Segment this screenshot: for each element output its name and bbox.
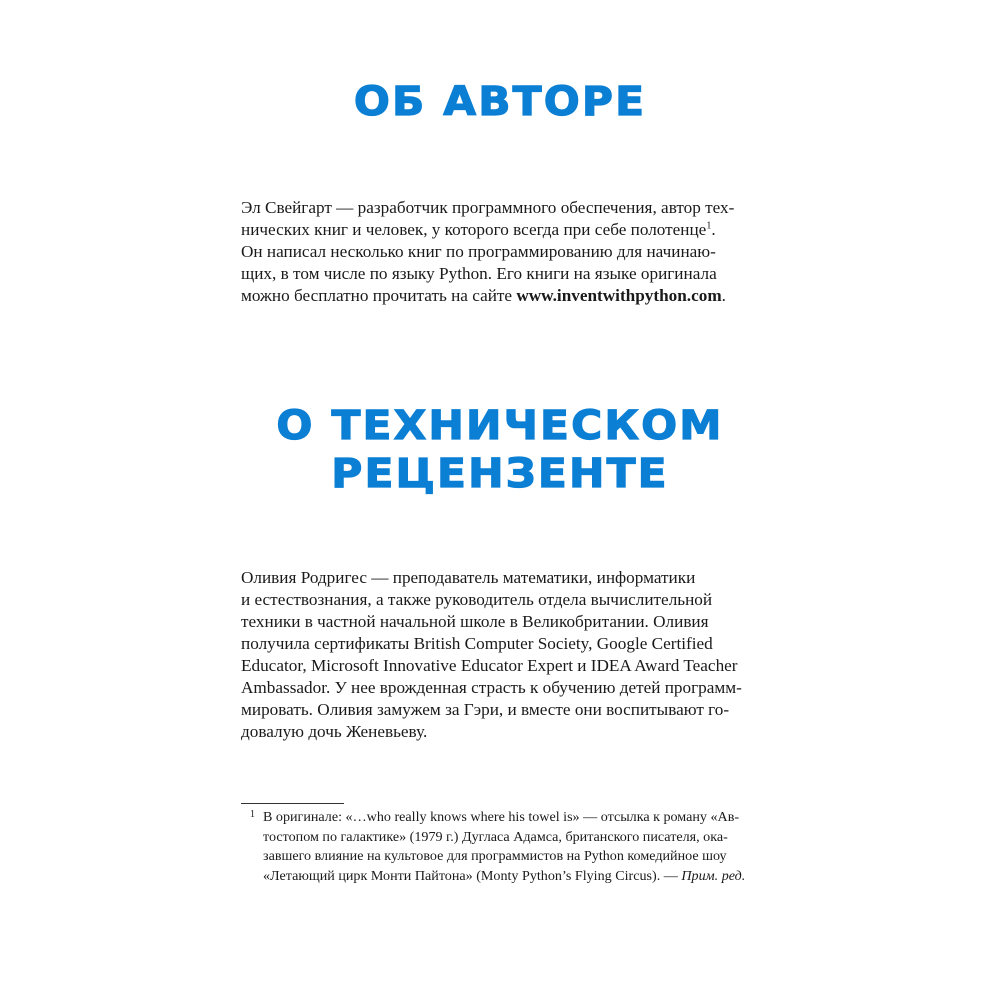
reviewer-line-7: мировать. Оливия замужем за Гэри, и вместе они воспитывают го-	[241, 700, 730, 719]
footnote-reference[interactable]: 1	[706, 220, 712, 232]
footnote-number: 1	[250, 809, 255, 820]
author-line-5-end: .	[721, 286, 726, 305]
footnote-line-1: В оригинале: «…who really knows where his towel is» — отсылка к роману «Ав-	[263, 809, 740, 825]
author-line-5	[241, 285, 741, 307]
reviewer-line-1: Оливия Родригес — преподаватель математики, информатики	[241, 568, 696, 587]
reviewer-line-3: техники в частной начальной школе в Великобритании. Оливия	[241, 612, 709, 631]
reviewer-heading	[0, 402, 1000, 498]
reviewer-heading-line-1: О ТЕХНИЧЕСКОМ	[276, 403, 724, 449]
reviewer-line-2: и естествознания, а также руководитель отдела вычислительной	[241, 590, 713, 609]
footnote-line-4	[241, 867, 746, 887]
author-line-4: щих, в том числе по языку Python. Его книги на языке оригинала	[241, 264, 717, 283]
author-line-2-end: .	[711, 220, 716, 239]
reviewer-line-8: довалую дочь Женевьеву.	[241, 722, 428, 741]
author-line-3: Он написал несколько книг по программированию для начинаю-	[241, 242, 716, 261]
author-line-2-text: нических книг и человек, у которого всегда при себе полотенце	[241, 220, 707, 239]
author-line-5-text: можно бесплатно прочитать на сайте	[241, 286, 517, 305]
reviewer-paragraph	[241, 567, 741, 743]
footnote-divider	[241, 803, 344, 804]
footnote	[241, 808, 746, 886]
reviewer-line-5: Educator, Microsoft Innovative Educator Expert и IDEA Award Teacher	[241, 656, 738, 675]
author-heading: ОБ АВТОРЕ	[353, 79, 647, 125]
author-paragraph	[241, 197, 741, 307]
reviewer-heading-line-2: РЕЦЕНЗЕНТЕ	[331, 451, 669, 497]
author-line-2	[241, 219, 741, 241]
footnote-line-3: завшего влияние на культовое для программистов на Python комедийное шоу	[263, 848, 727, 864]
reviewer-line-6: Ambassador. У нее врожденная страсть к обучению детей программ-	[241, 678, 742, 697]
author-line-1: Эл Свейгарт — разработчик программного обеспечения, автор тех-	[241, 198, 735, 217]
footnote-editor-note: Прим. ред.	[681, 867, 746, 884]
author-website-link[interactable]: www.inventwithpython.com	[516, 286, 722, 305]
footnote-line-2: тостопом по галактике» (1979 г.) Дугласа Адамса, британского писателя, ока-	[263, 828, 728, 845]
reviewer-line-4: получила сертификаты British Computer Society, Google Certified	[241, 634, 713, 653]
footnote-line-4-text: «Летающий цирк Монти Пайтона» (Monty Python’s Flying Circus). —	[263, 867, 682, 884]
